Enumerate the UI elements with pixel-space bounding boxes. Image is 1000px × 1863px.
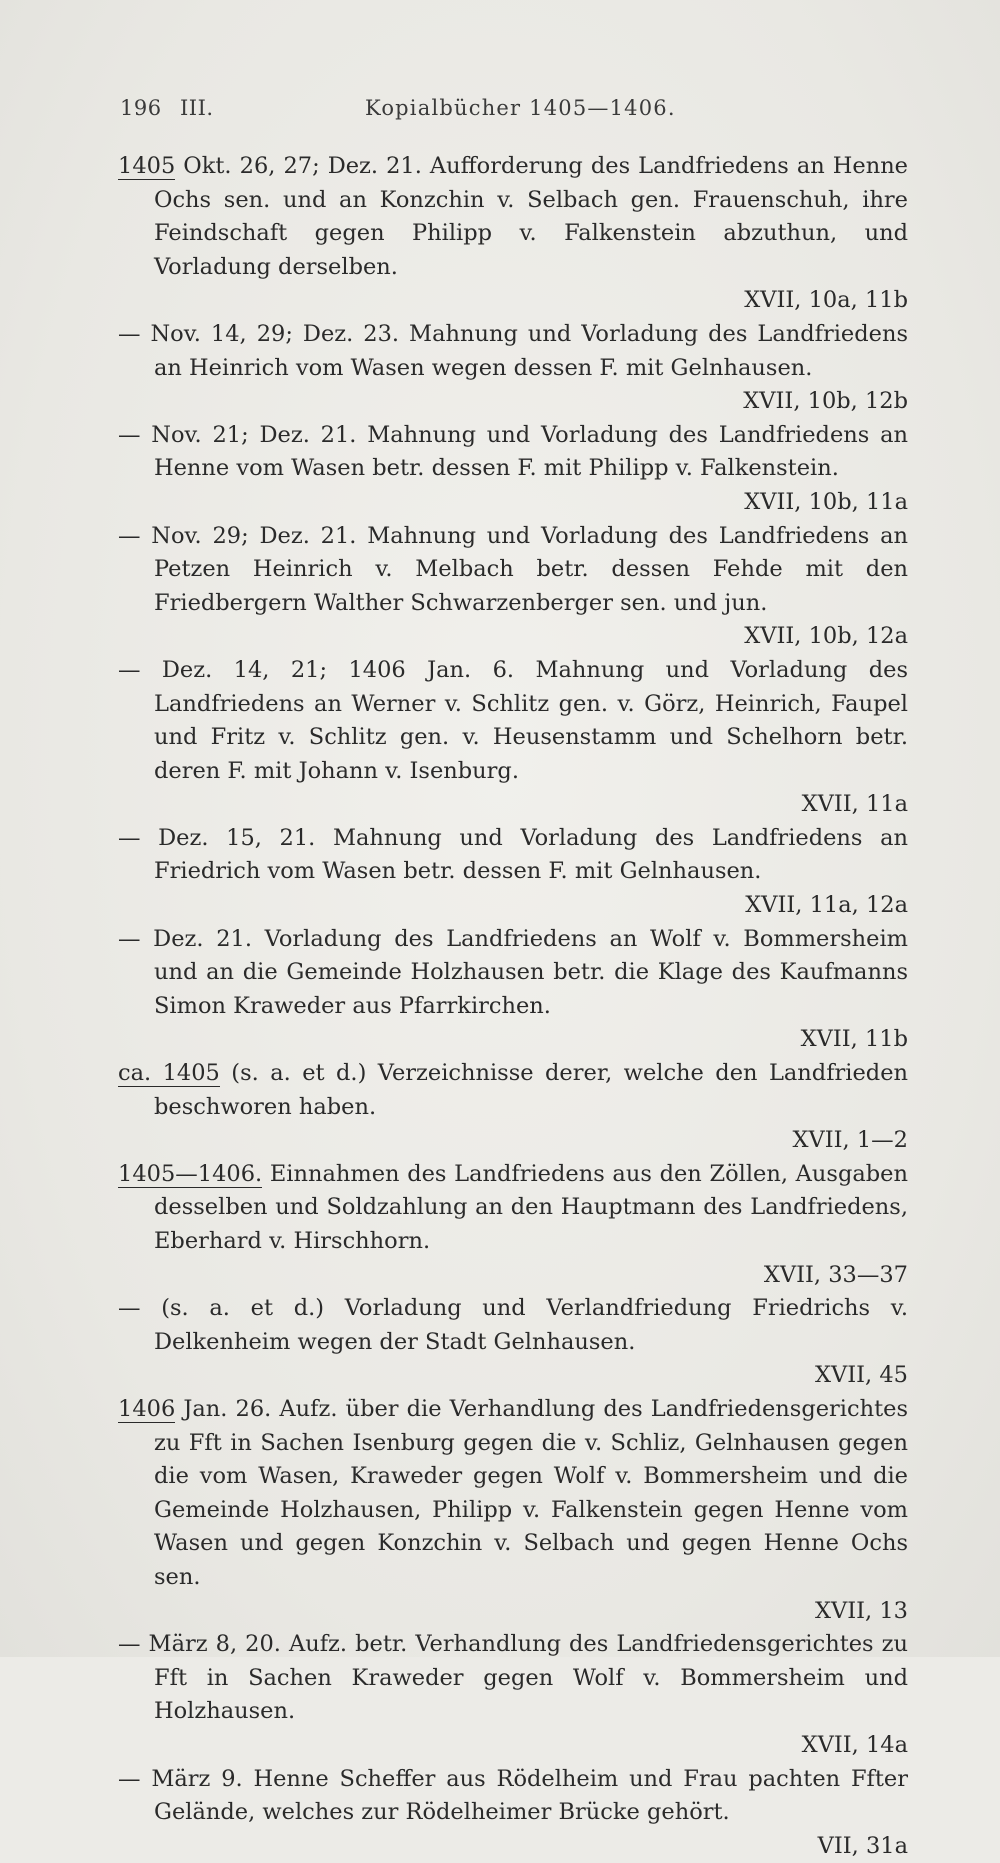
source-reference: XVII, 11a: [154, 788, 908, 822]
register-entry: [118, 822, 908, 923]
register-entry: [118, 150, 908, 318]
source-reference: XVII, 11a, 12a: [154, 889, 908, 923]
register-entry: [118, 923, 908, 1057]
source-reference: XVII, 10b, 12a: [154, 620, 908, 654]
entry-text: Okt. 26, 27; Dez. 21. Aufforderung des Landfriedens an Henne Ochs sen. und an Konzchin v. Selbach gen. Frauenschuh, ihre Feindschaft gegen Philipp v. Falkenstein abzuthun, und Vorladung derselben.: [154, 153, 908, 280]
entry-dash: —: [118, 825, 141, 851]
entry-text: Einnahmen des Landfriedens aus den Zöllen, Ausgaben desselben und Soldzahlung an den Hauptmann des Landfriedens, Eberhard v. Hirschhorn.: [154, 1161, 908, 1254]
source-reference: XVII, 10b, 12b: [154, 385, 908, 419]
page-number: 196: [120, 96, 162, 120]
entry-dash: —: [118, 657, 141, 683]
entry-text: Dez. 14, 21; 1406 Jan. 6. Mahnung und Vorladung des Landfriedens an Werner v. Schlitz gen. v. Görz, Heinrich, Faupel und Fritz v. Schlitz gen. v. Heusenstamm und Schelhorn betr. deren F. mit Johann v. Isenburg.: [141, 657, 909, 784]
entry-dash: —: [118, 1631, 141, 1657]
source-reference: XVII, 33—37: [154, 1259, 908, 1293]
source-reference: XVII, 1—2: [154, 1124, 908, 1158]
register-entry: [118, 520, 908, 654]
entry-year: 1405: [118, 153, 175, 180]
entry-dash: —: [118, 1766, 141, 1792]
entry-year: 1405—1406.: [118, 1161, 262, 1188]
running-title: Kopialbücher 1405—1406.: [365, 96, 676, 120]
source-reference: XVII, 14a: [154, 1729, 908, 1763]
entry-year: ca. 1405: [118, 1060, 220, 1087]
source-reference: XVII, 45: [154, 1359, 908, 1393]
entry-text: Nov. 29; Dez. 21. Mahnung und Vorladung des Landfriedens an Petzen Heinrich v. Melbach betr. dessen Fehde mit den Friedbergern Walther Schwarzenberger sen. und jun.: [141, 523, 909, 616]
register-entry: [118, 1763, 908, 1863]
register-entry: [118, 1628, 908, 1762]
entry-text: (s. a. et d.) Verzeichnisse derer, welche den Landfrieden beschworen haben.: [154, 1060, 908, 1120]
register-entry: [118, 1292, 908, 1393]
entry-dash: —: [118, 523, 141, 549]
register-entry: [118, 318, 908, 419]
entry-dash: —: [118, 422, 141, 448]
entry-dash: —: [118, 926, 141, 952]
register-entry: [118, 1393, 908, 1628]
register-entry: [118, 1057, 908, 1158]
entry-text: März 9. Henne Scheffer aus Rödelheim und Frau pachten Ffter Gelände, welches zur Rödelheimer Brücke gehört.: [141, 1766, 909, 1826]
source-reference: VII, 31a: [154, 1830, 908, 1863]
register-entry: [118, 1158, 908, 1292]
source-reference: XVII, 10b, 11a: [154, 486, 908, 520]
entry-text: Jan. 26. Aufz. über die Verhandlung des Landfriedensgerichtes zu Fft in Sachen Isenburg gegen die v. Schliz, Gelnhausen gegen die vom Wasen, Kraweder gegen Wolf v. Bommersheim und die Gemeinde Holzhausen, Philipp v. Falkenstein gegen Henne vom Wasen und gegen Konzchin v. Selbach und gegen Henne Ochs sen.: [154, 1396, 908, 1590]
register-entry: [118, 419, 908, 520]
entry-dash: —: [118, 321, 141, 347]
register-entry: [118, 654, 908, 822]
source-reference: XVII, 13: [154, 1595, 908, 1629]
section-number: III.: [180, 96, 214, 120]
register-entries: [118, 150, 908, 1863]
entry-text: (s. a. et d.) Vorladung und Verlandfriedung Friedrichs v. Delkenheim wegen der Stadt Gelnhausen.: [141, 1295, 909, 1355]
entry-text: Nov. 14, 29; Dez. 23. Mahnung und Vorladung des Landfriedens an Heinrich vom Wasen wegen dessen F. mit Gelnhausen.: [141, 321, 909, 381]
source-reference: XVII, 10a, 11b: [154, 284, 908, 318]
source-reference: XVII, 11b: [154, 1023, 908, 1057]
entry-text: Dez. 15, 21. Mahnung und Vorladung des Landfriedens an Friedrich vom Wasen betr. dessen F. mit Gelnhausen.: [141, 825, 909, 885]
entry-year: 1406: [118, 1396, 175, 1423]
entry-dash: —: [118, 1295, 141, 1321]
entry-text: Dez. 21. Vorladung des Landfriedens an Wolf v. Bommersheim und an die Gemeinde Holzhausen betr. die Klage des Kaufmanns Simon Kraweder aus Pfarrkirchen.: [141, 926, 909, 1019]
entry-text: Nov. 21; Dez. 21. Mahnung und Vorladung des Landfriedens an Henne vom Wasen betr. dessen F. mit Philipp v. Falkenstein.: [141, 422, 909, 482]
entry-text: März 8, 20. Aufz. betr. Verhandlung des Landfriedensgerichtes zu Fft in Sachen Kraweder gegen Wolf v. Bommersheim und Holzhausen.: [141, 1631, 909, 1724]
